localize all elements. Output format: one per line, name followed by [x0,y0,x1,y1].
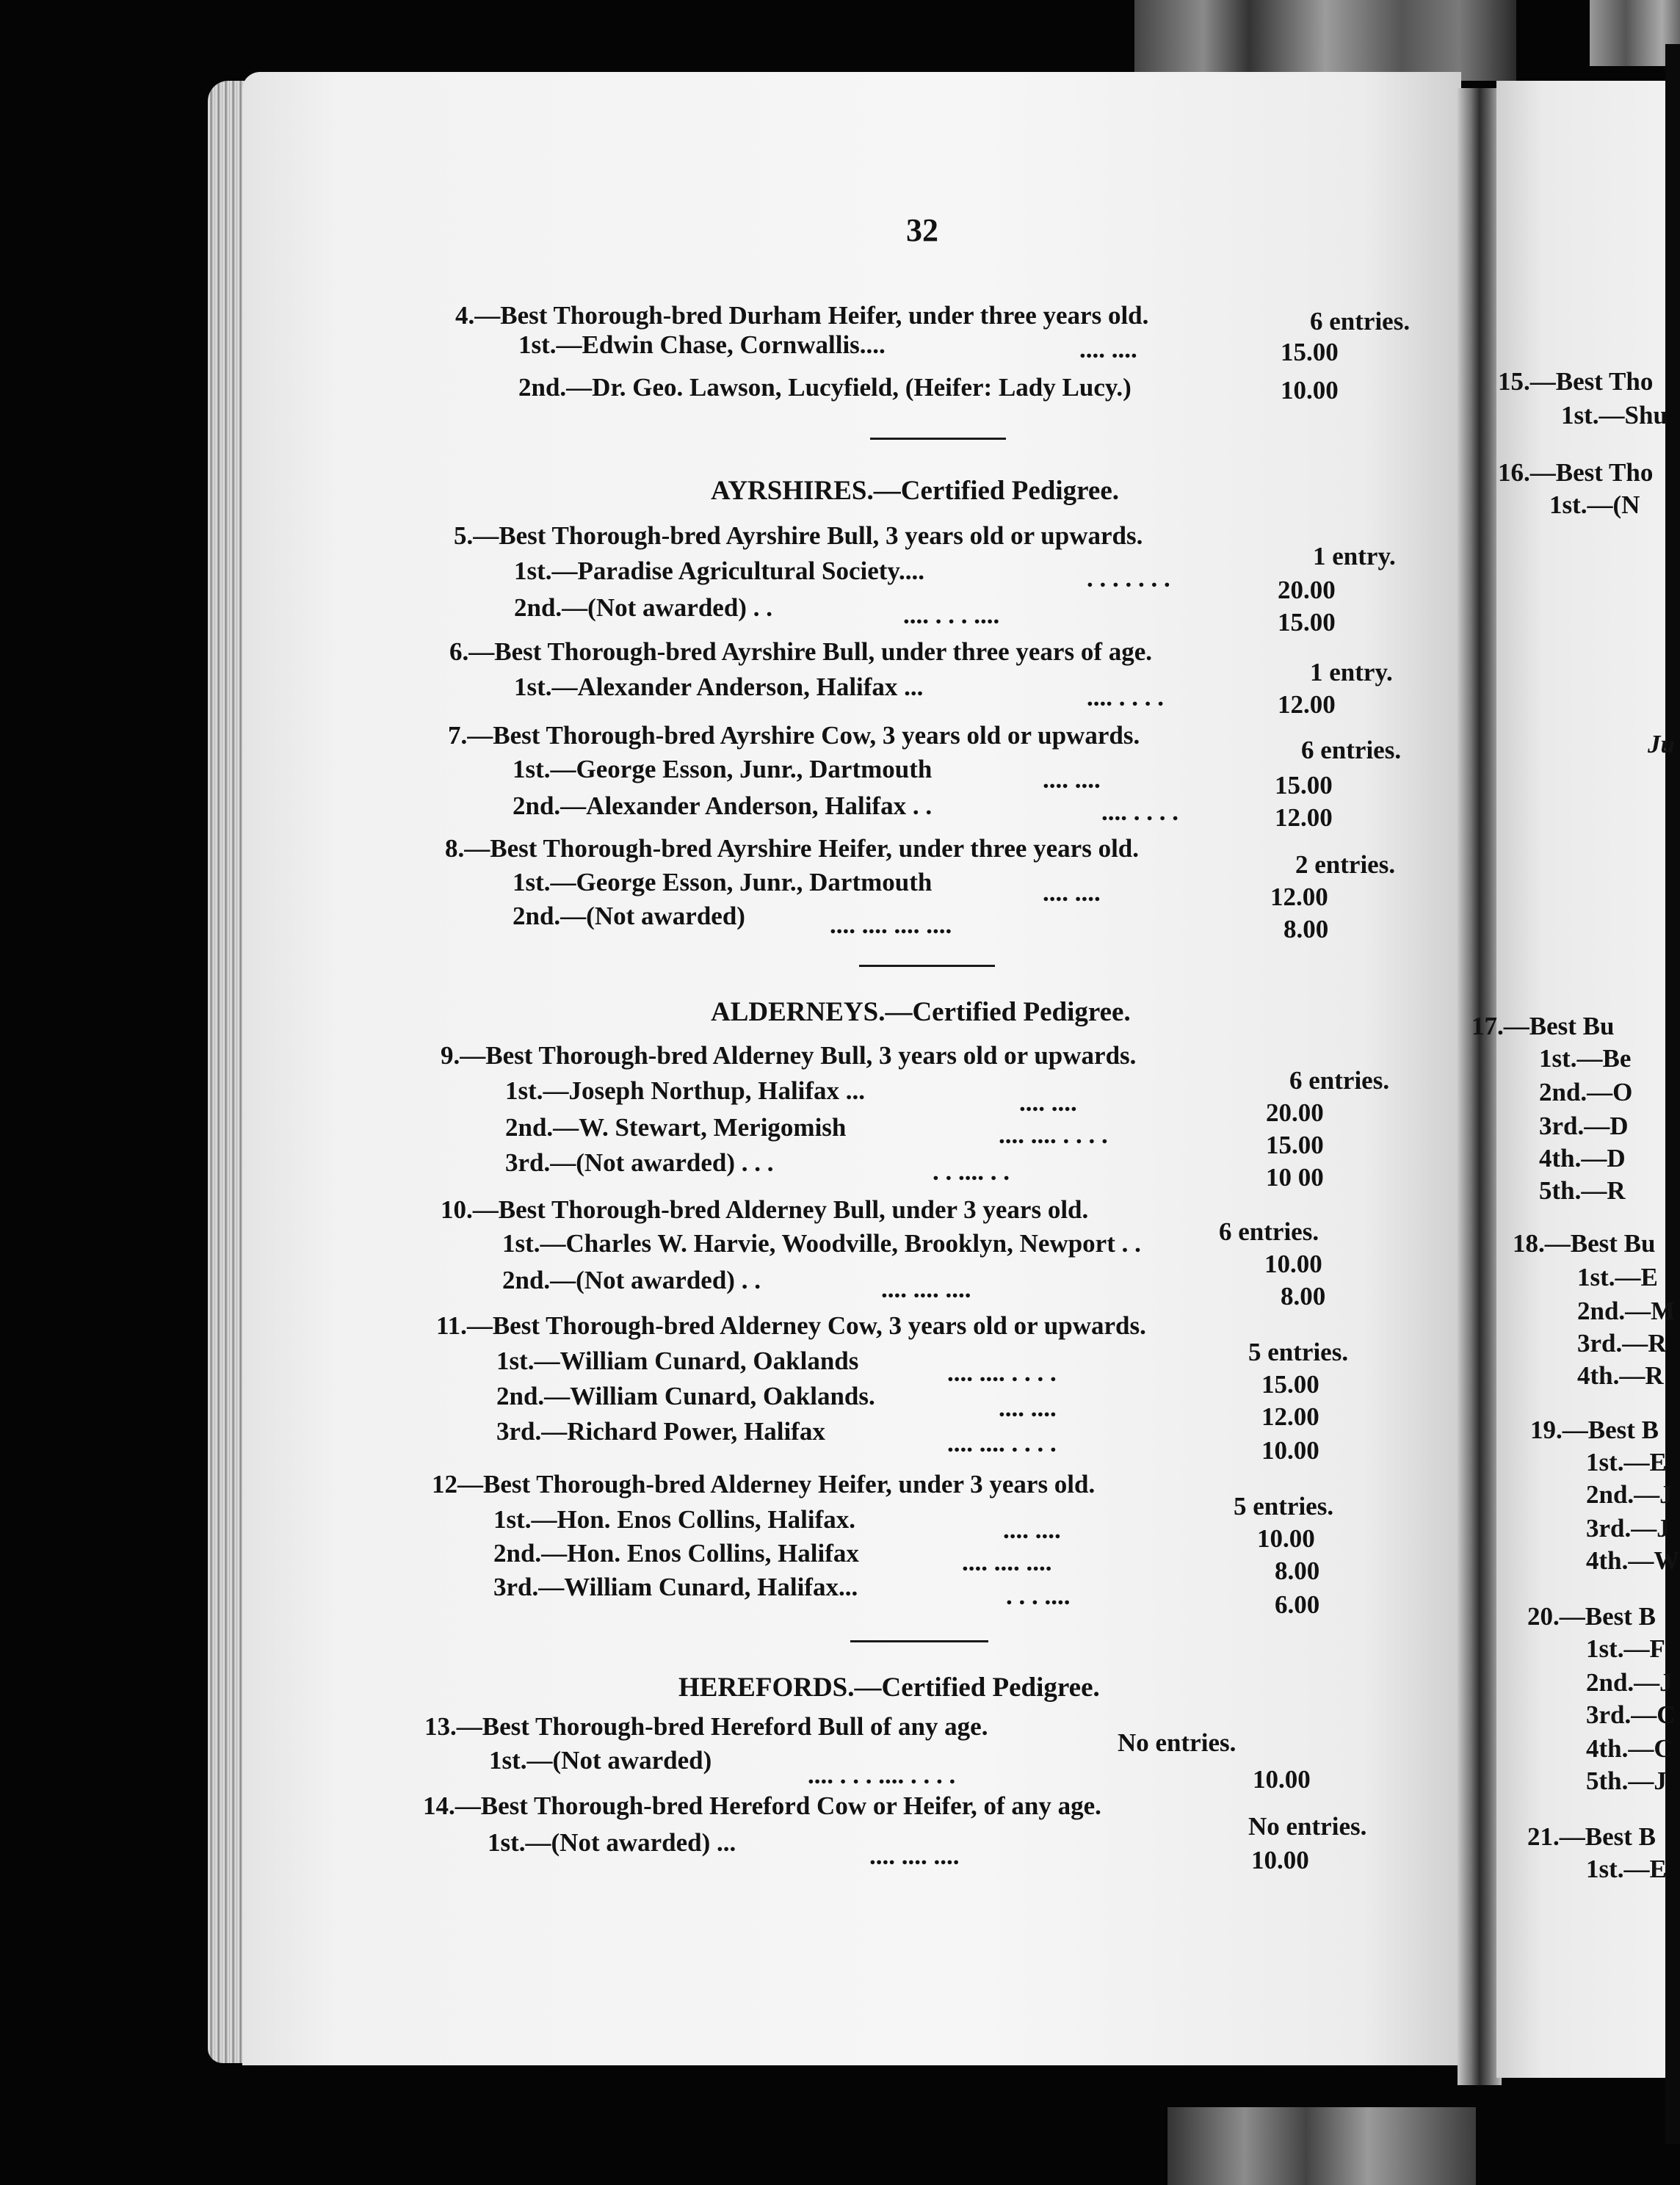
right-fragment: 3rd.—D [1539,1112,1629,1140]
prize-dots: .... .... .... [881,1275,971,1303]
prize-place: 1st.—George Esson, Junr., Dartmouth [513,755,933,783]
prize-place: 1st.—Charles W. Harvie, Woodville, Brooklyn, Newport . . [502,1229,1141,1258]
prize-amount: 6.00 [1275,1590,1320,1619]
prize-dots: .... .... [1019,1088,1077,1117]
right-fragment: 2nd.—J [1586,1480,1673,1509]
prize-place: 2nd.—(Not awarded) . . [502,1266,761,1294]
prize-place: 2nd.—W. Stewart, Merigomish [505,1113,847,1142]
prize-place: 3rd.—William Cunard, Halifax... [493,1573,858,1601]
prize-place: 1st.—Alexander Anderson, Halifax ... [514,673,924,701]
prize-dots: .... . . . .... . . . . [808,1761,956,1789]
section-title: ALDERNEYS.—Certified Pedigree. [711,997,1131,1027]
entry-heading: 10.—Best Thorough-bred Alderney Bull, under 3 years old. [441,1195,1089,1224]
prize-amount: 12.00 [1270,883,1328,911]
right-fragment: 2nd.—J [1586,1668,1673,1697]
right-fragment: 4th.—W [1586,1546,1680,1575]
prize-place: 1st.—Joseph Northup, Halifax ... [505,1076,866,1105]
prize-dots: . . . .... [1006,1581,1071,1610]
prize-place: 3rd.—(Not awarded) . . . [505,1148,774,1177]
right-fragment: 4th.—R [1577,1361,1664,1390]
right-fragment: 2nd.—O [1539,1078,1633,1106]
entry-heading: 12—Best Thorough-bred Alderney Heifer, under 3 years old. [432,1470,1096,1499]
right-fragment: 1st.—E [1586,1855,1667,1883]
prize-place: 2nd.—Hon. Enos Collins, Halifax [493,1539,859,1568]
prize-amount: 8.00 [1275,1557,1320,1585]
prize-amount: 10.00 [1261,1436,1319,1465]
entry-heading: 9.—Best Thorough-bred Alderney Bull, 3 years old or upwards. [441,1041,1137,1070]
entry-heading: 7.—Best Thorough-bred Ayrshire Cow, 3 years old or upwards. [448,721,1140,750]
prize-dots: .... .... [1079,335,1137,363]
prize-place: 1st.—(Not awarded) [489,1746,712,1775]
prize-dots: .... . . . .... [903,601,1000,629]
prize-amount: 12.00 [1275,803,1333,832]
prize-dots: . . . . . . . [1087,564,1170,593]
right-fragment: 1st.—E [1577,1263,1658,1291]
prize-dots: .... . . . . [1087,683,1164,711]
prize-place: 1st.—William Cunard, Oaklands [496,1347,859,1375]
entry-count: 6 entries. [1310,307,1411,336]
prize-dots: .... . . . . [1101,797,1178,826]
prize-amount: 12.00 [1261,1402,1319,1431]
prize-amount: 10.00 [1253,1765,1311,1794]
book-gutter [1458,88,1502,2085]
prize-amount: 15.00 [1278,608,1336,637]
scan-right-edge [1665,44,1680,2144]
prize-dots: .... .... . . . . [947,1429,1057,1457]
prize-dots: .... .... . . . . [999,1120,1108,1149]
prize-dots: .... .... .... [962,1548,1052,1576]
right-fragment: 1st.—Shu [1561,401,1668,430]
section-divider [850,1640,988,1642]
right-fragment: 18.—Best Bu [1513,1229,1656,1258]
prize-amount: 10.00 [1281,376,1339,405]
right-fragment: 16.—Best Tho [1498,458,1654,487]
prize-amount: 10 00 [1266,1163,1324,1192]
right-fragment: 19.—Best B [1530,1416,1659,1444]
right-fragment: 3rd.—C [1586,1700,1676,1729]
prize-amount: 10.00 [1251,1846,1309,1874]
section-title: AYRSHIRES.—Certified Pedigree. [711,476,1119,506]
entry-heading: 6.—Best Thorough-bred Ayrshire Bull, under three years of age. [449,637,1153,666]
entry-count: 6 entries. [1219,1217,1319,1246]
right-fragment: 3rd.—R [1577,1329,1667,1358]
prize-amount: 8.00 [1281,1282,1326,1311]
prize-amount: 12.00 [1278,690,1336,719]
binding-fabric-bottom [1167,2107,1476,2185]
right-fragment: 1st.—E [1586,1448,1667,1476]
entry-count: 2 entries. [1295,850,1396,879]
right-fragment: 1st.—F [1586,1634,1665,1663]
entry-count: No entries. [1248,1812,1367,1841]
section-divider [870,438,1006,440]
prize-place: 1st.—Hon. Enos Collins, Halifax. [493,1505,856,1534]
section-divider [859,965,995,967]
prize-amount: 20.00 [1266,1098,1324,1127]
entry-count: 6 entries. [1289,1066,1390,1095]
entry-count: 1 entry. [1310,658,1393,686]
prize-amount: 20.00 [1278,576,1336,604]
right-fragment: 5th.—R [1539,1176,1626,1205]
prize-place: 1st.—Edwin Chase, Cornwallis.... [518,330,886,359]
prize-place: 1st.—(Not awarded) ... [488,1828,736,1857]
prize-dots: .... .... [999,1394,1057,1422]
right-fragment: 3rd.—J [1586,1514,1670,1543]
prize-dots: .... .... [1043,765,1101,794]
prize-dots: .... .... . . . . [947,1358,1057,1387]
right-fragment: 4th.—C [1586,1734,1673,1763]
right-fragment: 2nd.—M [1577,1297,1676,1325]
prize-place: 3rd.—Richard Power, Halifax [496,1417,825,1446]
entry-count: 6 entries. [1301,736,1402,764]
entry-heading: 13.—Best Thorough-bred Hereford Bull of any age. [424,1712,988,1741]
prize-dots: .... .... [1003,1515,1061,1544]
right-fragment: 4th.—D [1539,1144,1626,1173]
prize-dots: . . .... . . [933,1157,1010,1186]
prize-amount: 10.00 [1264,1250,1322,1278]
right-fragment: 21.—Best B [1527,1822,1656,1851]
right-fragment: 17.—Best Bu [1471,1012,1615,1040]
right-fragment: 1st.—(N [1549,490,1640,519]
prize-dots: .... .... [1043,878,1101,907]
prize-amount: 15.00 [1261,1370,1319,1399]
page-number: 32 [906,212,938,248]
prize-amount: 8.00 [1283,915,1329,943]
entry-heading: 14.—Best Thorough-bred Hereford Cow or Heifer, of any age. [423,1791,1101,1820]
prize-place: 2nd.—Alexander Anderson, Halifax . . [513,791,933,820]
entry-count: No entries. [1118,1728,1237,1757]
entry-count: 5 entries. [1234,1492,1334,1521]
entry-count: 5 entries. [1248,1338,1349,1366]
prize-dots: .... .... .... .... [830,910,952,939]
prize-place: 1st.—George Esson, Junr., Dartmouth [513,868,933,896]
right-fragment: 20.—Best B [1527,1602,1656,1631]
prize-amount: 15.00 [1275,771,1333,800]
entry-heading: 4.—Best Thorough-bred Durham Heifer, under three years old. [455,301,1149,330]
prize-amount: 10.00 [1257,1524,1315,1553]
entry-count: 1 entry. [1313,542,1396,570]
prize-place: 2nd.—(Not awarded) [513,902,745,930]
right-fragment: Ju [1648,730,1675,758]
prize-place: 2nd.—Dr. Geo. Lawson, Lucyfield, (Heifer: Lady Lucy.) [518,373,1132,402]
binding-fabric-top [1134,0,1516,81]
entry-heading: 11.—Best Thorough-bred Alderney Cow, 3 years old or upwards. [436,1311,1146,1340]
prize-place: 2nd.—(Not awarded) . . [514,593,772,622]
prize-place: 1st.—Paradise Agricultural Society.... [514,557,924,585]
right-fragment: 1st.—Be [1539,1044,1632,1073]
right-fragment: 15.—Best Tho [1498,367,1654,396]
entry-heading: 8.—Best Thorough-bred Ayrshire Heifer, under three years old. [445,834,1140,863]
prize-dots: .... .... .... [869,1841,960,1870]
section-title: HEREFORDS.—Certified Pedigree. [678,1673,1100,1703]
entry-heading: 5.—Best Thorough-bred Ayrshire Bull, 3 years old or upwards. [454,521,1143,550]
prize-place: 2nd.—William Cunard, Oaklands. [496,1382,875,1410]
right-fragment: 5th.—J [1586,1767,1667,1795]
prize-amount: 15.00 [1266,1131,1324,1159]
prize-amount: 15.00 [1281,338,1339,366]
